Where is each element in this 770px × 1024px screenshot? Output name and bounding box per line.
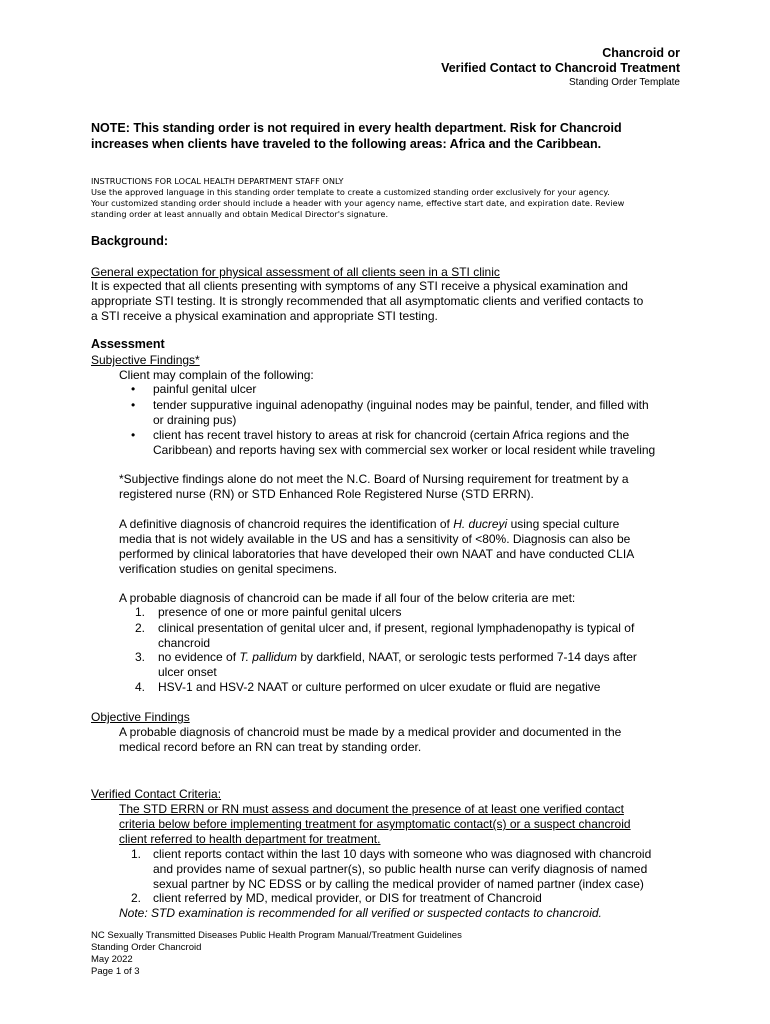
document-footer (91, 930, 462, 978)
bullet-icon: • (131, 382, 136, 396)
background-line2: appropriate STI testing. It is strongly recommended that all asymptomatic clients and verified contacts to (91, 294, 644, 308)
criterion-3-number: 3. (135, 650, 146, 664)
verified-item-2-line1: client referred by MD, medical provider, or DIS for treatment of Chancroid (153, 891, 542, 905)
bullet-2-line1: tender suppurative inguinal adenopathy (inguinal nodes may be painful, tender, and filled with (153, 398, 649, 412)
instructions-heading: INSTRUCTIONS FOR LOCAL HEALTH DEPARTMENT STAFF ONLY (91, 176, 344, 186)
criterion-1-number: 1. (135, 605, 146, 619)
objective-line2: medical record before an RN can treat by standing order. (119, 740, 422, 754)
verified-intro-line2: criteria below before implementing treatment for asymptomatic contact(s) or a suspect chancroid (119, 817, 631, 831)
header-title-line2: Verified Contact to Chancroid Treatment (441, 61, 680, 75)
definitive-line1-organism: H. ducreyi (453, 517, 508, 531)
criterion-3-organism: T. pallidum (239, 650, 297, 664)
objective-heading: Objective Findings (91, 710, 190, 724)
criterion-1-line1: presence of one or more painful genital ulcers (158, 605, 402, 619)
verified-item-1-line3: sexual partner by NC EDSS or by calling the medical provider of named partner (index case) (153, 877, 644, 891)
subjective-intro: Client may complain of the following: (119, 368, 314, 382)
verified-item-1-line2: and provides name of sexual partner(s), so public health nurse can verify diagnosis of named (153, 862, 648, 876)
bullet-3-line1: client has recent travel history to areas at risk for chancroid (certain Africa regions and the (153, 428, 630, 442)
note-line2: increases when clients have traveled to the following areas: Africa and the Caribbean. (91, 137, 602, 151)
definitive-line3: performed by clinical laboratories that have developed their own NAAT and have conducted CLIA (119, 547, 635, 561)
note-line1: NOTE: This standing order is not required in every health department. Risk for Chancroid (91, 121, 622, 135)
verified-note: Note: STD examination is recommended for all verified or suspected contacts to chancroid. (119, 906, 602, 920)
criterion-3-line1-b: by darkfield, NAAT, or serologic tests performed 7-14 days after (297, 650, 637, 664)
definitive-line2: media that is not widely available in the US and has a sensitivity of <80%. Diagnosis can also be (119, 532, 631, 546)
definitive-line1-b: using special culture (507, 517, 620, 531)
background-subheading: General expectation for physical assessment of all clients seen in a STI clinic (91, 265, 500, 279)
verified-item-1-number: 1. (131, 847, 142, 861)
background-line3: a STI receive a physical examination and appropriate STI testing. (91, 309, 438, 323)
criterion-4-number: 4. (135, 680, 146, 694)
footer-line1: NC Sexually Transmitted Diseases Public Health Program Manual/Treatment Guidelines (91, 930, 462, 941)
criterion-3-line1-a: no evidence of (158, 650, 240, 664)
bullet-icon: • (131, 428, 136, 442)
header-title-line1: Chancroid or (602, 46, 680, 60)
verified-item-2-number: 2. (131, 891, 142, 905)
footnote-line1: *Subjective findings alone do not meet the N.C. Board of Nursing requirement for treatment by a (119, 472, 629, 486)
background-heading: Background: (91, 234, 169, 248)
footer-line3: May 2022 (91, 954, 133, 965)
verified-intro-line1: The STD ERRN or RN must assess and document the presence of at least one verified contact (119, 802, 624, 816)
definitive-line1 (119, 517, 619, 532)
instructions-line3: standing order at least annually and obtain Medical Director's signature. (91, 209, 389, 219)
bullet-icon: • (131, 398, 136, 412)
definitive-line1-a: A definitive diagnosis of chancroid requires the identification of (119, 517, 454, 531)
criterion-2-number: 2. (135, 621, 146, 635)
criterion-2-line1: clinical presentation of genital ulcer and, if present, regional lymphadenopathy is typical of (158, 621, 635, 635)
verified-intro-line3: client referred to health department for treatment. (119, 832, 381, 846)
definitive-line4: verification studies on genital specimens. (119, 562, 338, 576)
bullet-3-line2: Caribbean) and reports having sex with commercial sex worker or local resident while traveling (153, 443, 656, 457)
header-subtitle: Standing Order Template (569, 77, 680, 88)
criterion-2-line2: chancroid (158, 636, 211, 650)
document-header (441, 46, 680, 89)
criterion-4-line1: HSV-1 and HSV-2 NAAT or culture performed on ulcer exudate or fluid are negative (158, 680, 601, 694)
criterion-3-line1 (158, 650, 637, 665)
note-block (91, 120, 691, 152)
verified-heading: Verified Contact Criteria: (91, 787, 222, 801)
footer-page-number: Page 1 of 3 (91, 966, 140, 977)
criterion-3-line2: ulcer onset (158, 665, 217, 679)
verified-item-1-line1: client reports contact within the last 10 days with someone who was diagnosed with chancroid (153, 847, 652, 861)
footnote-line2: registered nurse (RN) or STD Enhanced Role Registered Nurse (STD ERRN). (119, 487, 534, 501)
footer-line2: Standing Order Chancroid (91, 942, 202, 953)
probable-intro: A probable diagnosis of chancroid can be made if all four of the below criteria are met: (119, 591, 576, 605)
instructions-block (91, 176, 691, 220)
background-line1: It is expected that all clients presenting with symptoms of any STI receive a physical examination and (91, 279, 628, 293)
bullet-1-line1: painful genital ulcer (153, 382, 257, 396)
assessment-heading: Assessment (91, 337, 165, 351)
instructions-line1: Use the approved language in this standing order template to create a customized standing order exclusively for your agency. (91, 187, 610, 197)
bullet-2-line2: or draining pus) (153, 413, 237, 427)
subjective-heading: Subjective Findings* (91, 353, 200, 367)
instructions-line2: Your customized standing order should include a header with your agency name, effective start date, and expiration date. Review (91, 198, 625, 208)
objective-line1: A probable diagnosis of chancroid must be made by a medical provider and documented in the (119, 725, 622, 739)
